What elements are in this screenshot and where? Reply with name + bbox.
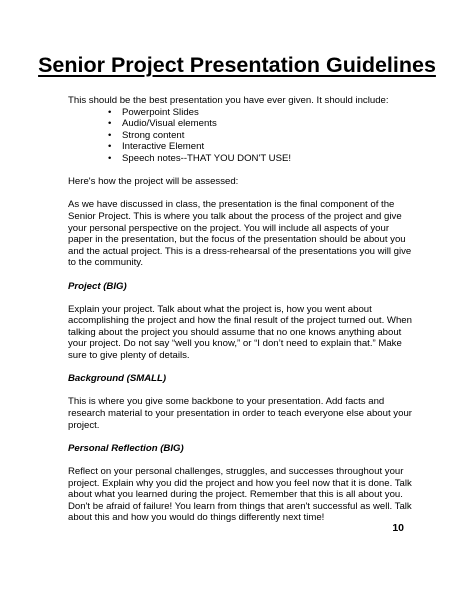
assessment-intro: Here's how the project will be assessed: (68, 176, 239, 188)
page-content (68, 95, 413, 524)
list-item: • Powerpoint Slides (108, 107, 413, 119)
list-item: • Strong content (108, 130, 413, 142)
section-body-reflection: Reflect on your personal challenges, struggles, and successes throughout your project. Explain why you did the project and how you feel now that it is done. Talk about what you learned during the project. Remember that this is all about you. Don't be afraid of failure! You learn from things that aren't successful as well. Talk about this and how you would do things differently next time! (68, 466, 412, 524)
list-item: • Speech notes--THAT YOU DON'T USE! (108, 153, 413, 165)
list-item: • Interactive Element (108, 141, 413, 153)
section-heading-project: Project (BIG) (68, 280, 127, 292)
page-number: 10 (392, 522, 404, 534)
requirements-list (68, 107, 413, 165)
page-title: Senior Project Presentation Guidelines (38, 53, 436, 77)
section-heading-background: Background (SMALL) (68, 373, 167, 385)
intro-paragraph: This should be the best presentation you have ever given. It should include: (68, 95, 389, 106)
section-body-project: Explain your project. Talk about what the project is, how you went about accomplishing the project and how the final result of the project turned out. When talking about the project you should assume that no one knows anything about your project. Do not say “well you know,” or “I don’t need to explain that.” Make sure to give plenty of details. (68, 303, 412, 362)
section-heading-reflection: Personal Reflection (BIG) (68, 442, 184, 454)
list-item: • Audio/Visual elements (108, 118, 413, 130)
section-body-background: This is where you give some backbone to your presentation. Add facts and research material to your presentation in order to teach everyone else about your project. (68, 396, 412, 431)
overview-paragraph: As we have discussed in class, the presentation is the final component of the Senior Project. This is where you talk about the process of the project and give your personal perspective on the project. You will include all aspects of your paper in the presentation, but the focus of the presentation should be about you and the actual project. This is a dress-rehearsal of the presentations you will give to the community. (68, 199, 412, 269)
